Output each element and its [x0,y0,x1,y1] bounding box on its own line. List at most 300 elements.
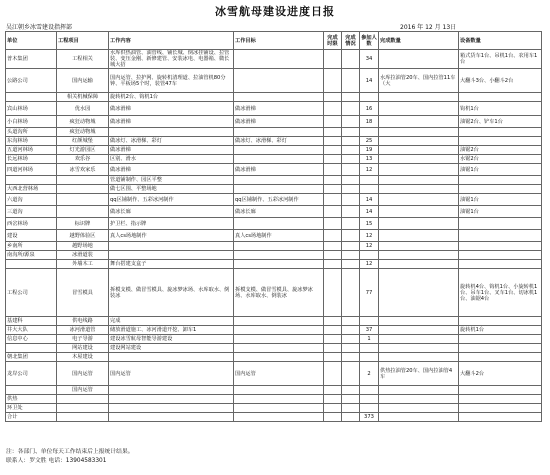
cell-project: 优水园 [57,102,109,116]
cell-content: 国内运管、拉护网、旋转机清理道、拉油管机80分钟、平板场5个时，装管47车 [109,69,234,93]
cell-status [342,116,360,128]
cell-project: 国内运输 [57,69,109,93]
table-header-row [6,32,542,50]
cell-unit: 三道沟 [6,206,57,218]
cell-content [109,128,234,137]
cell-target [234,176,324,185]
table-row [6,326,542,335]
cell-equipment: 旋转机4台、钩机1台、小旋转机1台、吊车1台、叉车1台、切冰机1台、油锯4台 [459,269,542,317]
table-row [6,69,542,93]
cell-deadline [324,413,342,422]
cell-quantity [379,176,459,185]
header-quantity: 完成数量 [379,32,459,50]
cell-content [109,251,234,260]
cell-content: 做七区围、平整场地 [109,185,234,194]
table-row [6,146,542,155]
cell-project [57,194,109,206]
cell-target: 真人cs场地制作 [234,230,324,242]
cell-project: 木屋建设 [57,353,109,362]
cell-quantity: 供热拉油管20车、国内拉油管4车 [379,362,459,386]
contact-line: 联系人：罗文胜 电话：13904583301 [6,458,107,464]
cell-equipment: 钩机1台 [459,102,542,116]
cell-status [342,102,360,116]
cell-status [342,362,360,386]
cell-quantity [379,386,459,395]
cell-equipment [459,386,542,395]
cell-people: 37 [360,326,379,335]
cell-status [342,155,360,164]
table-row [6,102,542,116]
cell-project: 国内运管 [57,362,109,386]
cell-deadline [324,116,342,128]
table-row [6,218,542,230]
cell-deadline [324,260,342,269]
cell-content [109,395,234,404]
cell-equipment [459,218,542,230]
cell-project: 相关机械保障 [57,93,109,102]
cell-quantity [379,137,459,146]
cell-target [234,146,324,155]
cell-people: 14 [360,206,379,218]
cell-project [57,395,109,404]
cell-content [109,404,234,413]
table-row [6,260,542,269]
cell-unit: 龙岸公司 [6,362,57,386]
cell-equipment [459,242,542,251]
cell-status [342,404,360,413]
cell-status [342,413,360,422]
cell-project: 欢乐谷 [57,155,109,164]
cell-equipment [459,93,542,102]
cell-quantity [379,344,459,353]
cell-deadline [324,395,342,404]
cell-project: 冒雪模具 [57,269,109,317]
cell-deadline [324,194,342,206]
cell-project: 冰滑道装 [57,251,109,260]
cell-people: 14 [360,194,379,206]
table-row [6,269,542,317]
cell-status [342,395,360,404]
cell-equipment: 大翻斗2台 [459,362,542,386]
cell-status [342,176,360,185]
cell-equipment [459,185,542,194]
cell-quantity [379,102,459,116]
cell-deadline [324,344,342,353]
cell-people: 77 [360,269,379,317]
cell-content [109,353,234,362]
cell-target: 做冰滑梯 [234,102,324,116]
header-project: 工程项目 [57,32,109,50]
cell-deadline [324,185,342,194]
cell-deadline [324,176,342,185]
cell-people: 15 [360,218,379,230]
cell-equipment [459,137,542,146]
table-row [6,155,542,164]
cell-deadline [324,218,342,230]
cell-quantity [379,335,459,344]
cell-unit: 长远林场 [6,155,57,164]
cell-target: 拆模支模、做冒雪模具、旋冰梦冰场、水库取水、倒装冰 [234,269,324,317]
cell-equipment [459,176,542,185]
table-row [6,251,542,260]
cell-people: 1 [360,335,379,344]
cell-quantity [379,194,459,206]
cell-project: 标识牌 [57,218,109,230]
header-status: 完成情况 [342,32,360,50]
cell-quantity [379,155,459,164]
cell-deadline [324,386,342,395]
table-row [6,395,542,404]
cell-equipment [459,413,542,422]
cell-project [57,185,109,194]
cell-unit: 建设 [6,230,57,242]
cell-status [342,93,360,102]
unit-label: 吴江朝乡冰雪建设指挥部 [6,24,73,31]
cell-deadline [324,317,342,326]
cell-quantity [379,164,459,176]
cell-unit: 环卫处 [6,404,57,413]
cell-project: 外墙木工 [57,260,109,269]
cell-project: 越野场地 [57,242,109,251]
header-target: 工作目标 [234,32,324,50]
cell-project: 灯光游园区 [57,146,109,155]
cell-target [234,242,324,251]
cell-deadline [324,93,342,102]
cell-quantity [379,260,459,269]
cell-people [360,404,379,413]
cell-equipment [459,395,542,404]
cell-content: 做冰长廊 [109,206,234,218]
cell-target [234,155,324,164]
cell-quantity [379,146,459,155]
cell-deadline [324,146,342,155]
cell-people: 12 [360,230,379,242]
cell-people [360,128,379,137]
cell-content: 护卫栏、指示牌 [109,218,234,230]
cell-content [109,242,234,251]
cell-target [234,395,324,404]
cell-status [342,164,360,176]
cell-unit: 信息中心 [6,335,57,344]
cell-people: 373 [360,413,379,422]
cell-status [342,69,360,93]
cell-people: 13 [360,155,379,164]
cell-content: 旋转机2台、钩机1台 [109,93,234,102]
cell-content: 水库供热油管、油管线、铺长城、倒冰挂铺设、拉管装、变压金刚、新修建管、安装冰电、电器箱、微长城大招 [109,50,234,69]
cell-content: 区别、滑水 [109,155,234,164]
cell-content: 拆模支模、做冒雪模具、旋冰梦冰场、水库取水、倒装冰 [109,269,234,317]
cell-status [342,50,360,69]
cell-quantity [379,185,459,194]
cell-target: 做冰灯、冰滑梯、彩灯 [234,137,324,146]
cell-unit: 普木集团 [6,50,57,69]
table-row [6,176,542,185]
cell-status [342,194,360,206]
cell-quantity [379,93,459,102]
cell-status [342,146,360,155]
cell-target [234,185,324,194]
cell-equipment [459,317,542,326]
cell-people [360,176,379,185]
cell-status [342,137,360,146]
table-row [6,413,542,422]
cell-target [234,260,324,269]
cell-people: 34 [360,50,379,69]
cell-deadline [324,362,342,386]
cell-unit: 供热 [6,395,57,404]
cell-unit: 基建科 [6,317,57,326]
table-row [6,353,542,362]
cell-unit: 宾山林场 [6,102,57,116]
table-row [6,386,542,395]
cell-status [342,344,360,353]
cell-quantity [379,353,459,362]
report-title: 冰雪航母建设进度日报 [215,5,335,18]
table-row [6,137,542,146]
cell-content: 真人cs场地制作 [109,230,234,242]
table-row [6,404,542,413]
cell-equipment: 油锯1台 [459,164,542,176]
cell-status [342,335,360,344]
cell-people [360,185,379,194]
cell-deadline [324,50,342,69]
cell-unit [6,176,57,185]
table-row [6,93,542,102]
cell-people [360,251,379,260]
cell-content: 完成 [109,317,234,326]
cell-people: 12 [360,260,379,269]
cell-deadline [324,230,342,242]
table-row [6,116,542,128]
cell-project: 疯狂动物城 [57,128,109,137]
cell-quantity [379,317,459,326]
cell-deadline [324,164,342,176]
cell-content: 做冰滑梯 [109,146,234,155]
cell-target: 做冰滑梯 [234,164,324,176]
cell-quantity [379,116,459,128]
cell-equipment [459,230,542,242]
cell-project [57,176,109,185]
cell-equipment [459,404,542,413]
cell-unit: 合计 [6,413,57,422]
cell-people: 2 [360,362,379,386]
cell-deadline [324,128,342,137]
cell-people: 12 [360,164,379,176]
cell-target [234,317,324,326]
cell-people: 19 [360,146,379,155]
table-row [6,128,542,137]
cell-unit: 南沟所/源泉 [6,251,57,260]
cell-quantity [379,404,459,413]
cell-equipment [459,353,542,362]
cell-quantity [379,395,459,404]
cell-status [342,353,360,362]
cell-target [234,335,324,344]
table-row [6,335,542,344]
cell-unit: 井大大队 [6,326,57,335]
cell-project: 供电线路 [57,317,109,326]
cell-target: qq区铺制作、五彩冰河制作 [234,194,324,206]
cell-target [234,353,324,362]
table-row [6,164,542,176]
table-row [6,194,542,206]
cell-deadline [324,69,342,93]
table-row [6,344,542,353]
cell-target [234,413,324,422]
cell-people: 12 [360,242,379,251]
cell-content: 建设网站建设 [109,344,234,353]
cell-quantity [379,251,459,260]
cell-project [57,404,109,413]
cell-content: 舞台搭建支盒子 [109,260,234,269]
table-row [6,230,542,242]
cell-quantity: 水库拉油管20车、国内拉管11车（大 [379,69,459,93]
cell-project: 电子导游 [57,335,109,344]
cell-target [234,218,324,230]
footer-note: 注：各部门、单位每天工作结束后上报统计结果。 [6,449,134,455]
cell-content: 建设冰雪航母智能导游建设 [109,335,234,344]
header-content: 工作内容 [109,32,234,50]
cell-quantity [379,206,459,218]
cell-unit: 乡南所 [6,242,57,251]
table-row [6,206,542,218]
cell-deadline [324,155,342,164]
cell-target [234,344,324,353]
cell-people [360,386,379,395]
cell-content: 国内运管 [109,362,234,386]
cell-content [109,413,234,422]
cell-target: 做冰长廊 [234,206,324,218]
cell-unit [6,386,57,395]
cell-project: 国内运管 [57,386,109,395]
cell-deadline [324,102,342,116]
cell-equipment: 箱式货车1台、吊机1台、农用车1台 [459,50,542,69]
cell-deadline [324,326,342,335]
cell-project: 冰河滑道管 [57,326,109,335]
table-row [6,362,542,386]
cell-project: 冰雪欢家乐 [57,164,109,176]
cell-equipment: 水锯2台 [459,155,542,164]
cell-status [342,230,360,242]
cell-status [342,386,360,395]
cell-equipment [459,335,542,344]
cell-target: 国内运管 [234,362,324,386]
cell-unit: 朝北集团 [6,353,57,362]
cell-unit: 小白林场 [6,116,57,128]
cell-deadline [324,242,342,251]
cell-project: 疯狂动物城 [57,116,109,128]
cell-deadline [324,353,342,362]
cell-quantity [379,128,459,137]
cell-project: 网站建设 [57,344,109,353]
cell-unit: 五道河林场 [6,146,57,155]
cell-status [342,251,360,260]
cell-content: 储放滑道施工、冰河滑道开挖、卸车1 [109,326,234,335]
cell-project: 工程相关 [57,50,109,69]
cell-unit: 头道沟所 [6,128,57,137]
cell-people [360,317,379,326]
cell-target [234,251,324,260]
cell-unit: 大西北营林场 [6,185,57,194]
table-row [6,317,542,326]
cell-unit: 东沟林场 [6,137,57,146]
header-people: 参加人数 [360,32,379,50]
cell-unit: 六道沟 [6,194,57,206]
header-unit: 单位 [6,32,57,50]
cell-equipment: 旋转机1台 [459,326,542,335]
cell-project [57,413,109,422]
cell-equipment [459,128,542,137]
report-date: 2016 年 12 月 13日 [400,24,457,31]
cell-unit [6,93,57,102]
cell-status [342,185,360,194]
cell-deadline [324,269,342,317]
cell-people: 25 [360,137,379,146]
cell-equipment [459,344,542,353]
cell-equipment: 油锯1台 [459,206,542,218]
cell-status [342,218,360,230]
cell-quantity [379,413,459,422]
cell-status [342,206,360,218]
cell-deadline [324,206,342,218]
cell-people [360,395,379,404]
cell-equipment: 油锯1台 [459,194,542,206]
cell-content: qq区铺制作、五彩冰河制作 [109,194,234,206]
cell-deadline [324,404,342,413]
cell-quantity [379,269,459,317]
cell-unit [6,260,57,269]
header-equipment: 设备数量 [459,32,542,50]
cell-content: 管道铺制作、园区平整 [109,176,234,185]
cell-target [234,69,324,93]
cell-target [234,93,324,102]
cell-target [234,326,324,335]
table-row [6,242,542,251]
cell-status [342,317,360,326]
cell-content: 做冰灯、冰滑梯、彩灯 [109,137,234,146]
cell-unit: 公路公司 [6,69,57,93]
cell-quantity [379,230,459,242]
cell-quantity [379,50,459,69]
cell-unit [6,344,57,353]
cell-quantity [379,242,459,251]
cell-unit: 工程公司 [6,269,57,317]
cell-deadline [324,335,342,344]
cell-project: 越野体验区 [57,230,109,242]
cell-target [234,404,324,413]
cell-project: 红颜城堡 [57,137,109,146]
header-deadline: 完成时限 [324,32,342,50]
cell-target [234,128,324,137]
cell-unit: 四道河林场 [6,164,57,176]
cell-deadline [324,137,342,146]
cell-status [342,128,360,137]
cell-equipment: 大翻斗3台、小翻斗2台 [459,69,542,93]
cell-people: 14 [360,69,379,93]
cell-status [342,326,360,335]
cell-people [360,344,379,353]
cell-content: 做冰滑梯 [109,102,234,116]
cell-status [342,260,360,269]
progress-table [5,31,542,422]
cell-project [57,206,109,218]
cell-equipment [459,251,542,260]
cell-people [360,353,379,362]
cell-equipment [459,260,542,269]
table-body [6,50,542,422]
cell-target [234,50,324,69]
table-row [6,185,542,194]
